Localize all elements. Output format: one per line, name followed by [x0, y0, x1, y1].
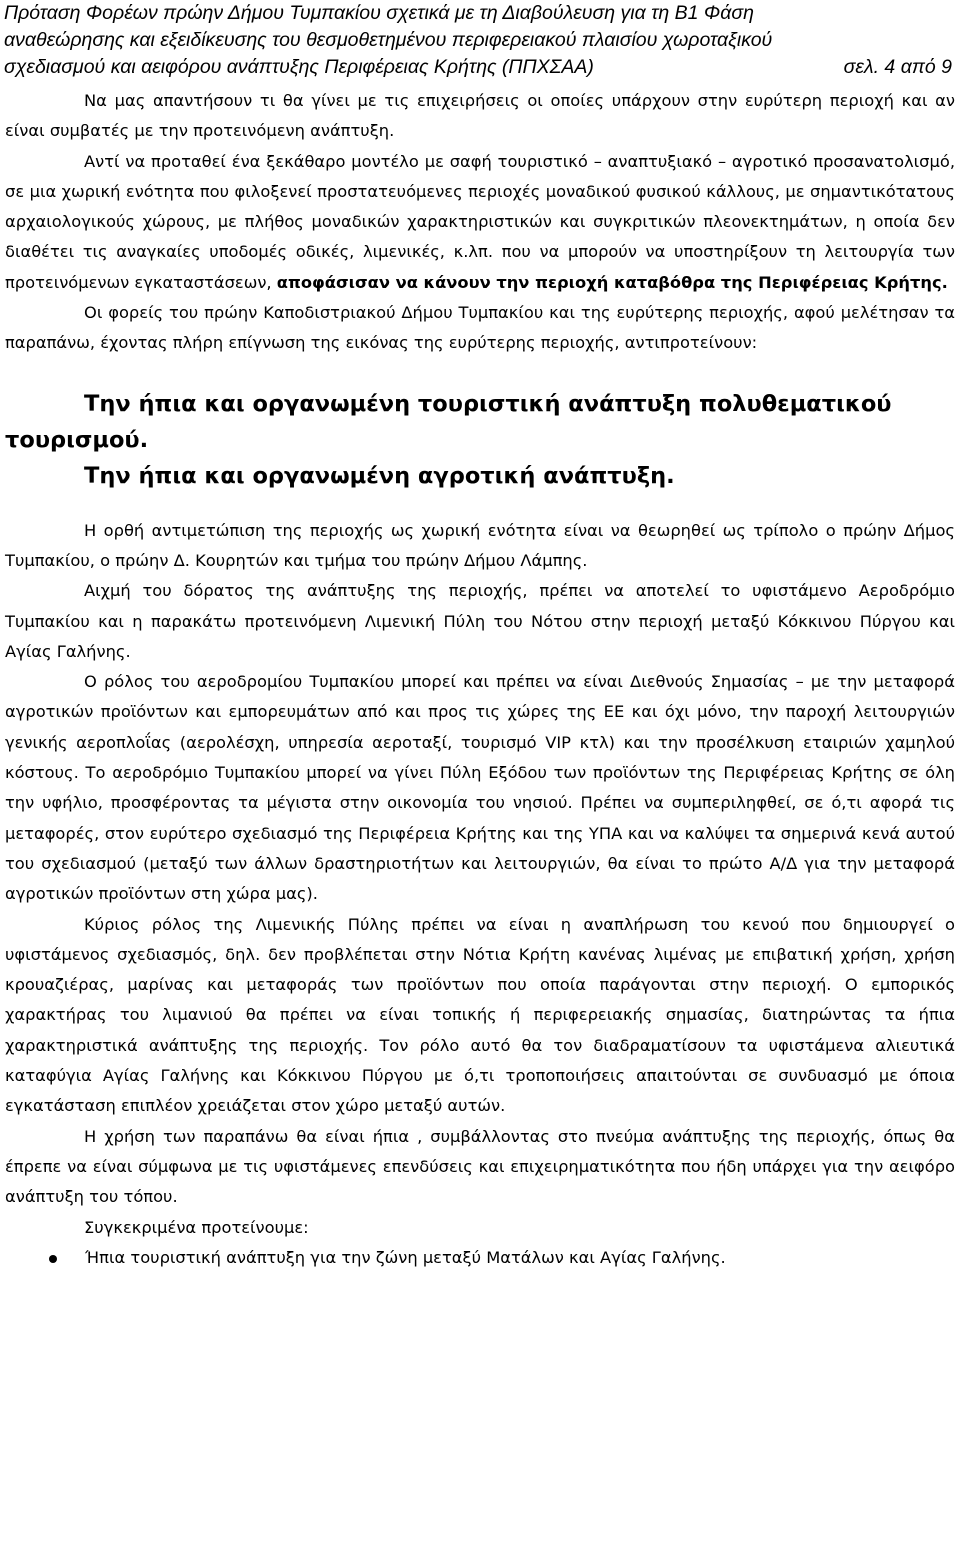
heading-agricultural-development: Την ήπια και οργανωμένη αγροτική ανάπτυξη.	[84, 462, 675, 489]
heading-tourism-development: Την ήπια και οργανωμένη τουριστική ανάπτυξη πολυθεματικού τουρισμού.	[5, 390, 892, 453]
paragraph-instead-of-model	[5, 147, 955, 298]
paragraph-instead-of-model-bold: αποφάσισαν να κάνουν την περιοχή καταβόθρα της Περιφέρειας Κρήτης.	[276, 272, 948, 292]
paragraph-airport-spearhead: Αιχμή του δόρατος της ανάπτυξης της περιοχής, πρέπει να αποτελεί το υφιστάμενο Αεροδρόμιο Τυμπακίου και η παρακάτω προτεινόμενη Λιμενική Πύλη του Νότου στην περιοχή μεταξύ Κόκκινου Πύργου και Αγίας Γαλήνης.	[5, 581, 955, 661]
document-body	[5, 86, 955, 1273]
paragraph-mild-use: Η χρήση των παραπάνω θα είναι ήπια , συμβάλλοντας στο πνεύμα ανάπτυξης της περιοχής, όπως θα έπρεπε να είναι σύμφωνα με τις υφιστάμενες επενδύσεις και επιχειρηματικότητα που ήδη υπάρχει για την αειφόρο ανάπτυξη του τόπου.	[5, 1126, 955, 1207]
paragraph-proposals-intro: Συγκεκριμένα προτείνουμε:	[84, 1217, 309, 1237]
paragraph-instead-of-model-text: Αντί να προταθεί ένα ξεκάθαρο μοντέλο με σαφή τουριστικό – αναπτυξιακό – αγροτικό προσανατολισμό, σε μια χωρική ενότητα που φιλοξενεί προστατευόμενες περιοχές μοναδικού φυσικού κάλλους, με σημαντικότατους αρχαιολογικούς χώρους, με πλήθος μοναδικών χαρακτηριστικών και συγκριτικών πλεονεκτημάτων, η οποία δεν διαθέτει τις αναγκαίες υποδομές οδικές, λιμενικές, κ.λπ. που να μπορούν να υποστηρίξουν τη λειτουργία των προτεινόμενων εγκαταστάσεων,	[5, 151, 955, 292]
spacer	[5, 359, 955, 386]
list-item	[5, 1243, 955, 1273]
header-title-line-1: Πρόταση Φορέων πρώην Δήμου Τυμπακίου σχετικά με τη Διαβούλευση για τη Β1 Φάση	[4, 2, 754, 24]
proposals-list	[5, 1243, 955, 1273]
paragraph-port-gate-role: Κύριος ρόλος της Λιμενικής Πύλης πρέπει να είναι η αναπλήρωση του κενού που δημιουργεί ο υφιστάμενος σχεδιασμός, δηλ. δεν προβλέπεται στην Νότια Κρήτη κανένας λιμένας με επιβατική χρήση, χρήση κρουαζιέρας, μαρίνας και μεταφοράς των προϊόντων που οποία παράγονται στην περιοχή. Ο εμπορικός χαρακτήρας του λιμανιού θα πρέπει να είναι τοπικής ή περιφερειακής σημασίας, διατηρώντας τα ήπια χαρακτηριστικά ανάπτυξης της περιοχής. Τον ρόλο αυτό θα τον διαδραματίσουν τα υφιστάμενα αλιευτικά καταφύγια Αγίας Γαλήνης και Κόκκινου Πύργου με ό,τι τροποποιήσεις απαιτούνται σε συνδυασμό με όποια εγκατάσταση επιπλέον χρειάζεται στον χώρο μεταξύ αυτών.	[5, 914, 955, 1116]
list-item-text: Ήπια τουριστική ανάπτυξη για την ζώνη μεταξύ Ματάλων και Αγίας Γαλήνης.	[85, 1247, 726, 1267]
paragraph-businesses: Να μας απαντήσουν τι θα γίνει με τις επιχειρήσεις οι οποίες υπάρχουν στην ευρύτερη περιοχή και αν είναι συμβατές με την προτεινόμενη ανάπτυξη.	[5, 91, 955, 141]
page-number: σελ. 4 από 9	[843, 56, 952, 78]
page-header	[4, 0, 954, 81]
paragraph-airport-role: Ο ρόλος του αεροδρομίου Τυμπακίου μπορεί και πρέπει να είναι Διεθνούς Σημασίας – με την μεταφορά αγροτικών προϊόντων και εμπορευμάτων από και προς τις χώρες της ΕΕ και όχι μόνο, την παροχή λειτουργιών γενικής αεροπλοΐας (αερολέσχη, υπηρεσία αεροταξί, τουρισμό VIP κτλ) και την προσέλκυση εταιριών χαμηλού κόστους. Το αεροδρόμιο Τυμπακίου μπορεί να γίνει Πύλη Εξόδου των προϊόντων της Περιφέρειας Κρήτης σε όλη την υφήλιο, προσφέροντας τα μέγιστα στην οικονομία του νησιού. Πρέπει να συμπεριληφθεί, σε ό,τι αφορά τις μεταφορές, στον ευρύτερο σχεδιασμό της Περιφέρεια Κρήτης και της ΥΠΑ και να καλύψει τα σημερινά κενά αυτού του σχεδιασμού (μεταξύ των άλλων δραστηριοτήτων και λειτουργιών, θα είναι το πρώτο Α/Δ για την μεταφορά αγροτικών προϊόντων στη χώρα μας).	[5, 672, 955, 904]
spacer	[5, 494, 955, 516]
header-title-line-3-row	[4, 54, 954, 81]
paragraph-counterproposal: Οι φορείς του πρώην Καποδιστριακού Δήμου Τυμπακίου και της ευρύτερης περιοχής, αφού μελέτησαν τα παραπάνω, έχοντας πλήρη επίγνωση της εικόνας της ευρύτερης περιοχής, αντιπροτείνουν:	[5, 303, 955, 353]
header-title-line-3: σχεδιασμού και αειφόρου ανάπτυξης Περιφέρειας Κρήτης (ΠΠΧΣΑΑ)	[4, 56, 594, 78]
bullet-icon	[49, 1255, 57, 1263]
paragraph-spatial-unit: Η ορθή αντιμετώπιση της περιοχής ως χωρική ενότητα είναι να θεωρηθεί ως τρίπολο ο πρώην Δήμος Τυμπακίου, ο πρώην Δ. Κουρητών και τμήμα του πρώην Δήμου Λάμπης.	[5, 520, 955, 570]
header-title-line-2: αναθεώρησης και εξειδίκευσης του θεσμοθετημένου περιφερειακού πλαισίου χωροταξικού	[4, 29, 773, 51]
